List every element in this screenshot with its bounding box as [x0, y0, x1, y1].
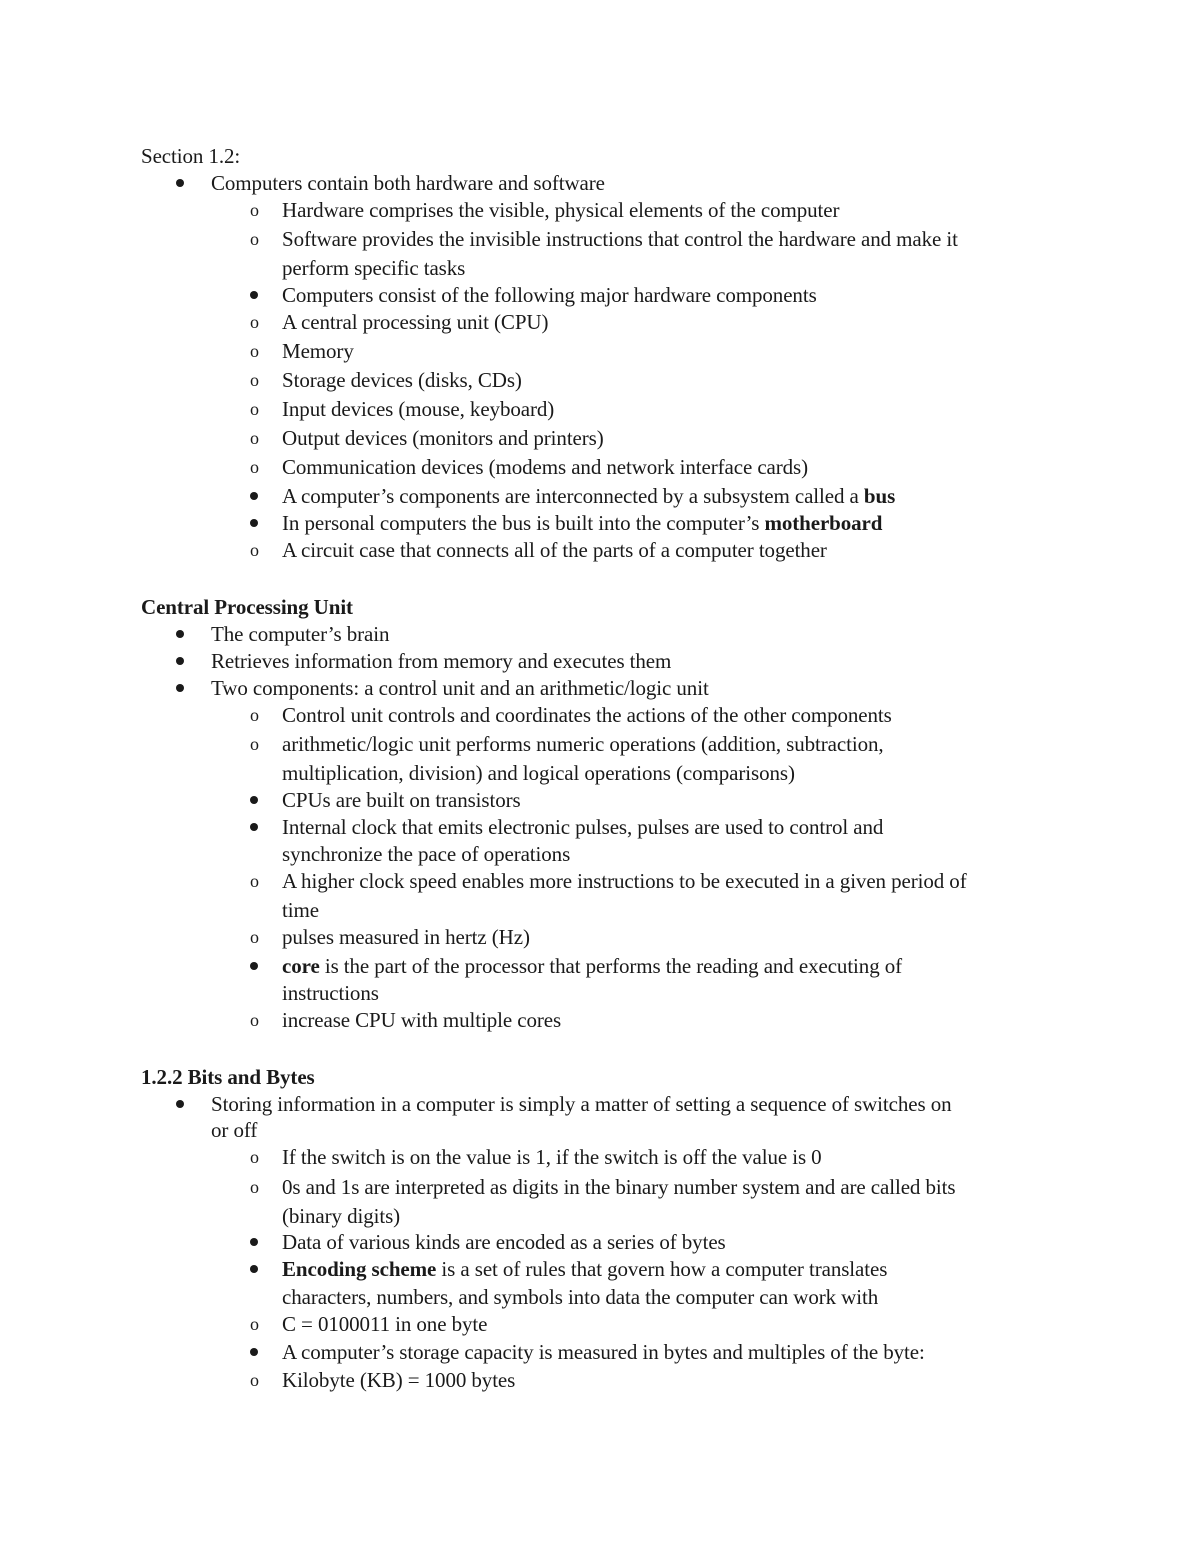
bullet-icon: [250, 291, 258, 299]
list-item: The computer’s brain: [211, 622, 390, 646]
bullet-icon: [250, 823, 258, 831]
list-item: A circuit case that connects all of the parts of a computer together: [282, 538, 827, 562]
bullet-icon: [176, 657, 184, 665]
bullet-icon: [250, 492, 258, 500]
list-item: Internal clock that emits electronic pulses, pulses are used to control and: [282, 815, 884, 839]
list-item-continued: (binary digits): [282, 1204, 401, 1228]
term-motherboard: motherboard: [764, 511, 883, 535]
list-item: A central processing unit (CPU): [282, 310, 549, 334]
list-item: 0s and 1s are interpreted as digits in the binary number system and are called bits: [282, 1175, 956, 1199]
bullet-icon: [176, 179, 184, 187]
bullet-icon: [176, 684, 184, 692]
list-item-text: is the part of the processor that performs the reading and executing of: [319, 954, 903, 978]
list-item: Output devices (monitors and printers): [282, 426, 604, 450]
list-item: C = 0100011 in one byte: [282, 1312, 488, 1336]
circle-bullet-icon: o: [250, 1010, 259, 1030]
list-item: Data of various kinds are encoded as a series of bytes: [282, 1230, 726, 1254]
bullet-icon: [176, 1100, 184, 1108]
list-item: pulses measured in hertz (Hz): [282, 925, 530, 949]
list-item-continued: characters, numbers, and symbols into data the computer can work with: [282, 1285, 879, 1309]
list-item: A higher clock speed enables more instructions to be executed in a given period of: [282, 869, 967, 893]
bullet-icon: [250, 519, 258, 527]
circle-bullet-icon: o: [250, 871, 259, 891]
list-item: [282, 1255, 887, 1283]
term-encoding-scheme: Encoding scheme: [282, 1257, 437, 1281]
list-item: Storing information in a computer is simply a matter of setting a sequence of switches on: [211, 1092, 952, 1116]
list-item: [282, 482, 895, 510]
circle-bullet-icon: o: [250, 540, 259, 560]
list-item-continued: or off: [211, 1118, 258, 1142]
term-bus: bus: [863, 484, 896, 508]
circle-bullet-icon: o: [250, 1147, 259, 1167]
circle-bullet-icon: o: [250, 312, 259, 332]
circle-bullet-icon: o: [250, 200, 259, 220]
circle-bullet-icon: o: [250, 927, 259, 947]
list-item-text: A computer’s components are interconnected by a subsystem called a: [282, 484, 864, 508]
term-core: core: [282, 954, 320, 978]
list-item: Control unit controls and coordinates the actions of the other components: [282, 703, 892, 727]
list-item: Software provides the invisible instructions that control the hardware and make it: [282, 227, 958, 251]
list-item: If the switch is on the value is 1, if the switch is off the value is 0: [282, 1145, 822, 1169]
list-item: [282, 952, 902, 980]
circle-bullet-icon: o: [250, 457, 259, 477]
list-item: Computers consist of the following major hardware components: [282, 283, 817, 307]
bullet-icon: [250, 1348, 258, 1356]
list-item: Hardware comprises the visible, physical elements of the computer: [282, 198, 840, 222]
list-item: Memory: [282, 339, 354, 363]
section-label: Section 1.2:: [141, 144, 241, 168]
heading-bits-and-bytes: 1.2.2 Bits and Bytes: [141, 1065, 315, 1089]
list-item: Computers contain both hardware and software: [211, 171, 605, 195]
list-item: arithmetic/logic unit performs numeric operations (addition, subtraction,: [282, 732, 884, 756]
list-item-text: In personal computers the bus is built into the computer’s: [282, 511, 765, 535]
circle-bullet-icon: o: [250, 734, 259, 754]
list-item: Input devices (mouse, keyboard): [282, 397, 555, 421]
list-item: Two components: a control unit and an arithmetic/logic unit: [211, 676, 709, 700]
list-item-text: is a set of rules that govern how a computer translates: [436, 1257, 888, 1281]
bullet-icon: [250, 962, 258, 970]
bullet-icon: [250, 1265, 258, 1273]
circle-bullet-icon: o: [250, 1370, 259, 1390]
circle-bullet-icon: o: [250, 399, 259, 419]
circle-bullet-icon: o: [250, 428, 259, 448]
circle-bullet-icon: o: [250, 1314, 259, 1334]
list-item: Kilobyte (KB) = 1000 bytes: [282, 1368, 516, 1392]
bullet-icon: [176, 630, 184, 638]
circle-bullet-icon: o: [250, 370, 259, 390]
list-item-continued: instructions: [282, 981, 379, 1005]
list-item-continued: time: [282, 898, 319, 922]
list-item: Communication devices (modems and network interface cards): [282, 455, 809, 479]
list-item: Retrieves information from memory and executes them: [211, 649, 672, 673]
circle-bullet-icon: o: [250, 341, 259, 361]
list-item: Storage devices (disks, CDs): [282, 368, 522, 392]
list-item-continued: synchronize the pace of operations: [282, 842, 571, 866]
list-item-continued: multiplication, division) and logical operations (comparisons): [282, 761, 795, 785]
bullet-icon: [250, 1238, 258, 1246]
list-item: increase CPU with multiple cores: [282, 1008, 562, 1032]
heading-cpu: Central Processing Unit: [141, 595, 353, 619]
list-item-continued: perform specific tasks: [282, 256, 466, 280]
circle-bullet-icon: o: [250, 1177, 259, 1197]
list-item: CPUs are built on transistors: [282, 788, 521, 812]
bullet-icon: [250, 796, 258, 804]
list-item: [282, 509, 882, 537]
circle-bullet-icon: o: [250, 229, 259, 249]
list-item: A computer’s storage capacity is measured in bytes and multiples of the byte:: [282, 1340, 925, 1364]
circle-bullet-icon: o: [250, 705, 259, 725]
